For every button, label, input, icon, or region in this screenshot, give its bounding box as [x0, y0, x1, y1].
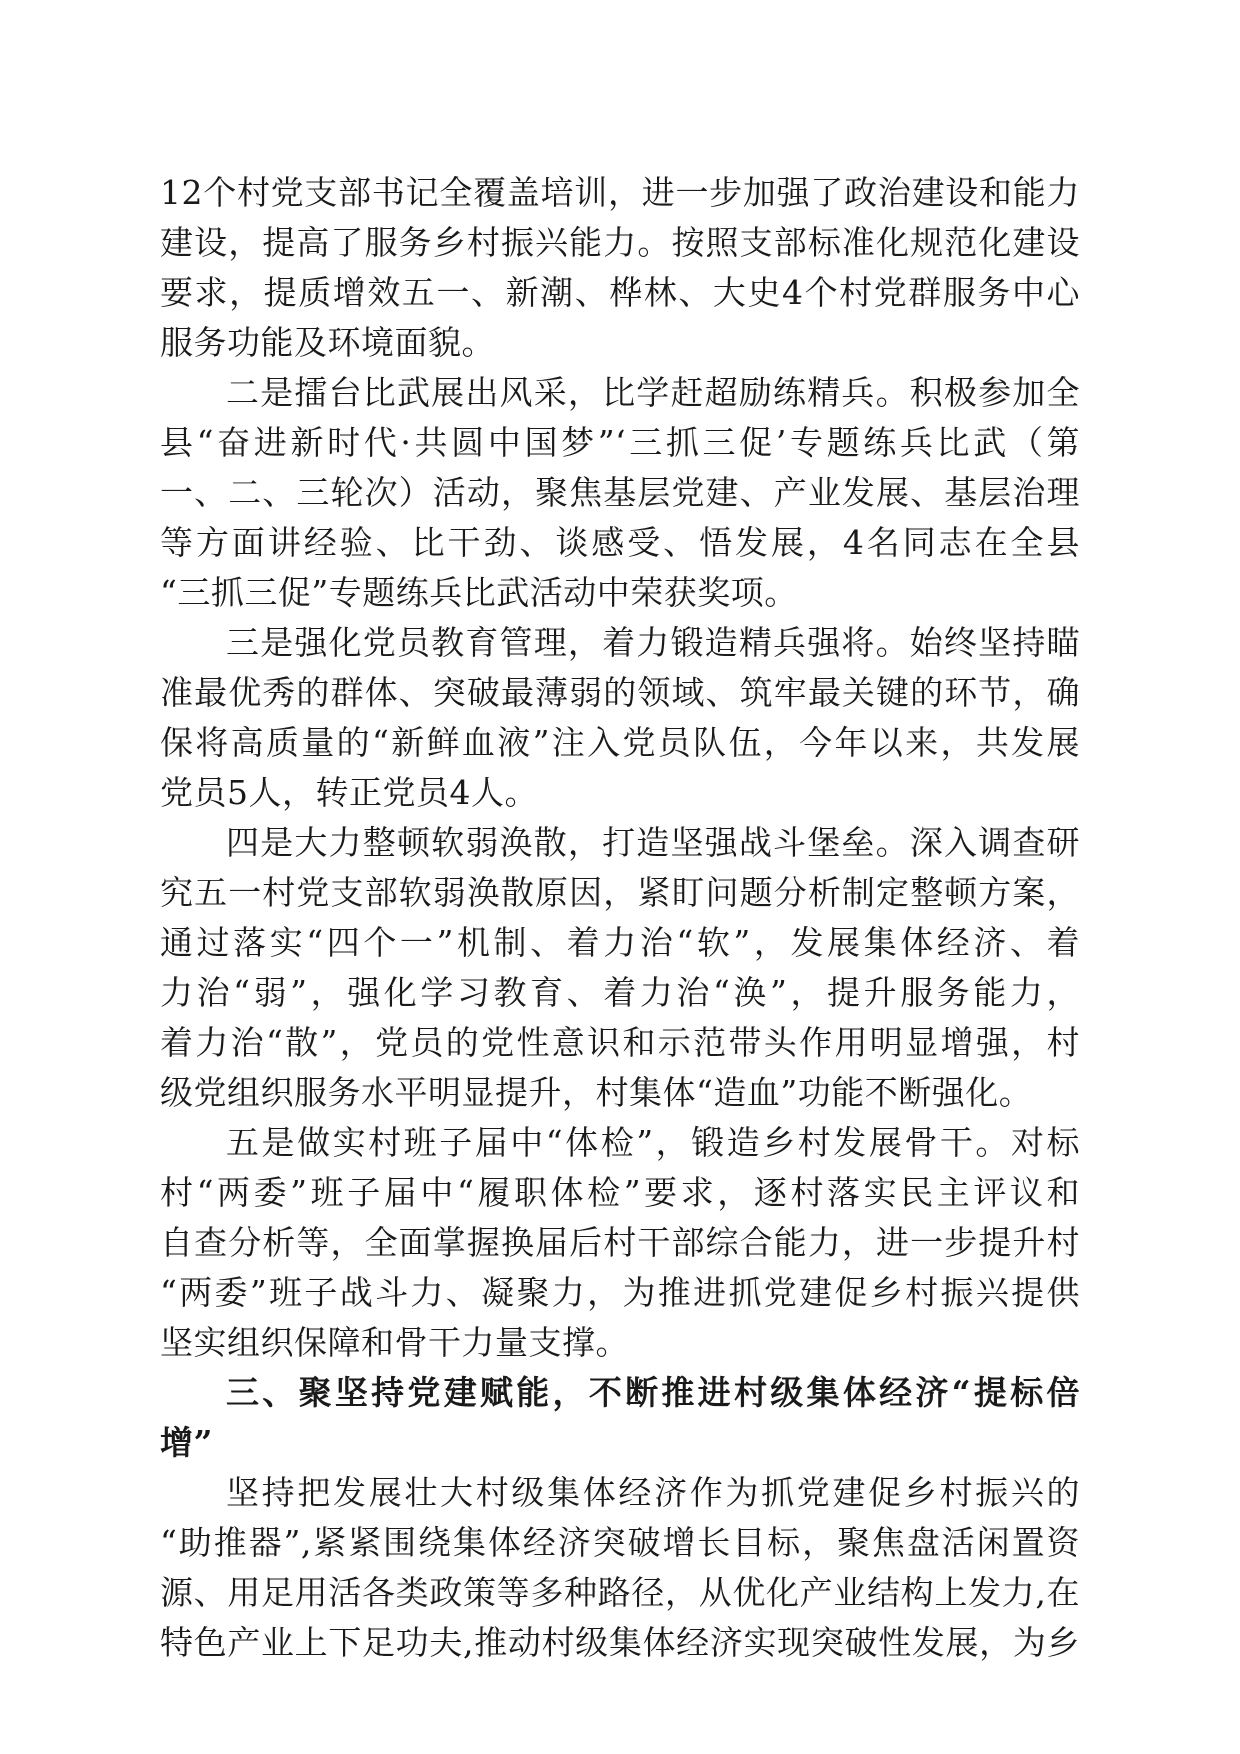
heading-line: 增”: [160, 1423, 213, 1462]
text-line: 准最优秀的群体、突破最薄弱的领域、筑牢最关键的环节，确: [160, 673, 1080, 712]
text-line: 要求，提质增效五一、新潮、桦林、大史4个村党群服务中心: [160, 273, 1080, 312]
text-line: 特色产业上下足功夫,推动村级集体经济实现突破性发展，为乡: [160, 1623, 1080, 1662]
paragraph-collective-economy: [160, 1468, 1080, 1668]
text-line: 坚实组织保障和骨干力量支撑。: [160, 1323, 629, 1362]
text-line: 力治“弱”，强化学习教育、着力治“涣”，提升服务能力，: [160, 973, 1080, 1012]
text-line: 等方面讲经验、比干劲、谈感受、悟发展，4名同志在全县: [160, 523, 1080, 562]
paragraph-member-education: [160, 618, 1080, 818]
paragraph-training: [160, 168, 1080, 368]
text-line: 党员5人，转正党员4人。: [160, 773, 538, 812]
paragraph-rectification: [160, 818, 1080, 1118]
text-line: 12个村党支部书记全覆盖培训，进一步加强了政治建设和能力: [160, 173, 1080, 212]
text-line: 一、二、三轮次）活动，聚焦基层党建、产业发展、基层治理: [160, 473, 1080, 512]
text-line: 着力治“散”，党员的党性意识和示范带头作用明显增强，村: [160, 1023, 1080, 1062]
text-line: “助推器”,紧紧围绕集体经济突破增长目标，聚焦盘活闲置资: [160, 1523, 1080, 1562]
text-line: 二是擂台比武展出风采，比学赶超励练精兵。积极参加全: [226, 373, 1080, 412]
text-line: 三是强化党员教育管理，着力锻造精兵强将。始终坚持瞄: [226, 623, 1080, 662]
section-heading: [160, 1368, 1080, 1468]
heading-line: 三、聚坚持党建赋能，不断推进村级集体经济“提标倍: [226, 1373, 1080, 1412]
paragraph-checkup: [160, 1118, 1080, 1368]
text-line: 自查分析等，全面掌握换届后村干部综合能力，进一步提升村: [160, 1223, 1080, 1262]
text-line: 村“两委”班子届中“履职体检”要求，逐村落实民主评议和: [160, 1173, 1080, 1212]
text-line: 通过落实“四个一”机制、着力治“软”，发展集体经济、着: [160, 923, 1080, 962]
text-line: 保将高质量的“新鲜血液”注入党员队伍，今年以来，共发展: [160, 723, 1080, 762]
text-line: “三抓三促”专题练兵比武活动中荣获奖项。: [160, 573, 798, 612]
text-line: 建设，提高了服务乡村振兴能力。按照支部标准化规范化建设: [160, 223, 1080, 262]
paragraph-competition: [160, 368, 1080, 618]
text-line: 级党组织服务水平明显提升，村集体“造血”功能不断强化。: [160, 1073, 1033, 1112]
text-line: 县“奋进新时代·共圆中国梦”‘三抓三促’专题练兵比武（第: [160, 423, 1080, 462]
text-line: “两委”班子战斗力、凝聚力，为推进抓党建促乡村振兴提供: [160, 1273, 1080, 1312]
text-line: 源、用足用活各类政策等多种路径，从优化产业结构上发力,在: [160, 1573, 1080, 1612]
document-page: [160, 168, 1080, 1668]
text-line: 五是做实村班子届中“体检”，锻造乡村发展骨干。对标: [226, 1123, 1080, 1162]
text-line: 四是大力整顿软弱涣散，打造坚强战斗堡垒。深入调查研: [226, 823, 1080, 862]
text-line: 服务功能及环境面貌。: [160, 323, 495, 362]
text-line: 究五一村党支部软弱涣散原因，紧盯问题分析制定整顿方案，: [160, 873, 1080, 912]
text-line: 坚持把发展壮大村级集体经济作为抓党建促乡村振兴的: [226, 1473, 1080, 1512]
